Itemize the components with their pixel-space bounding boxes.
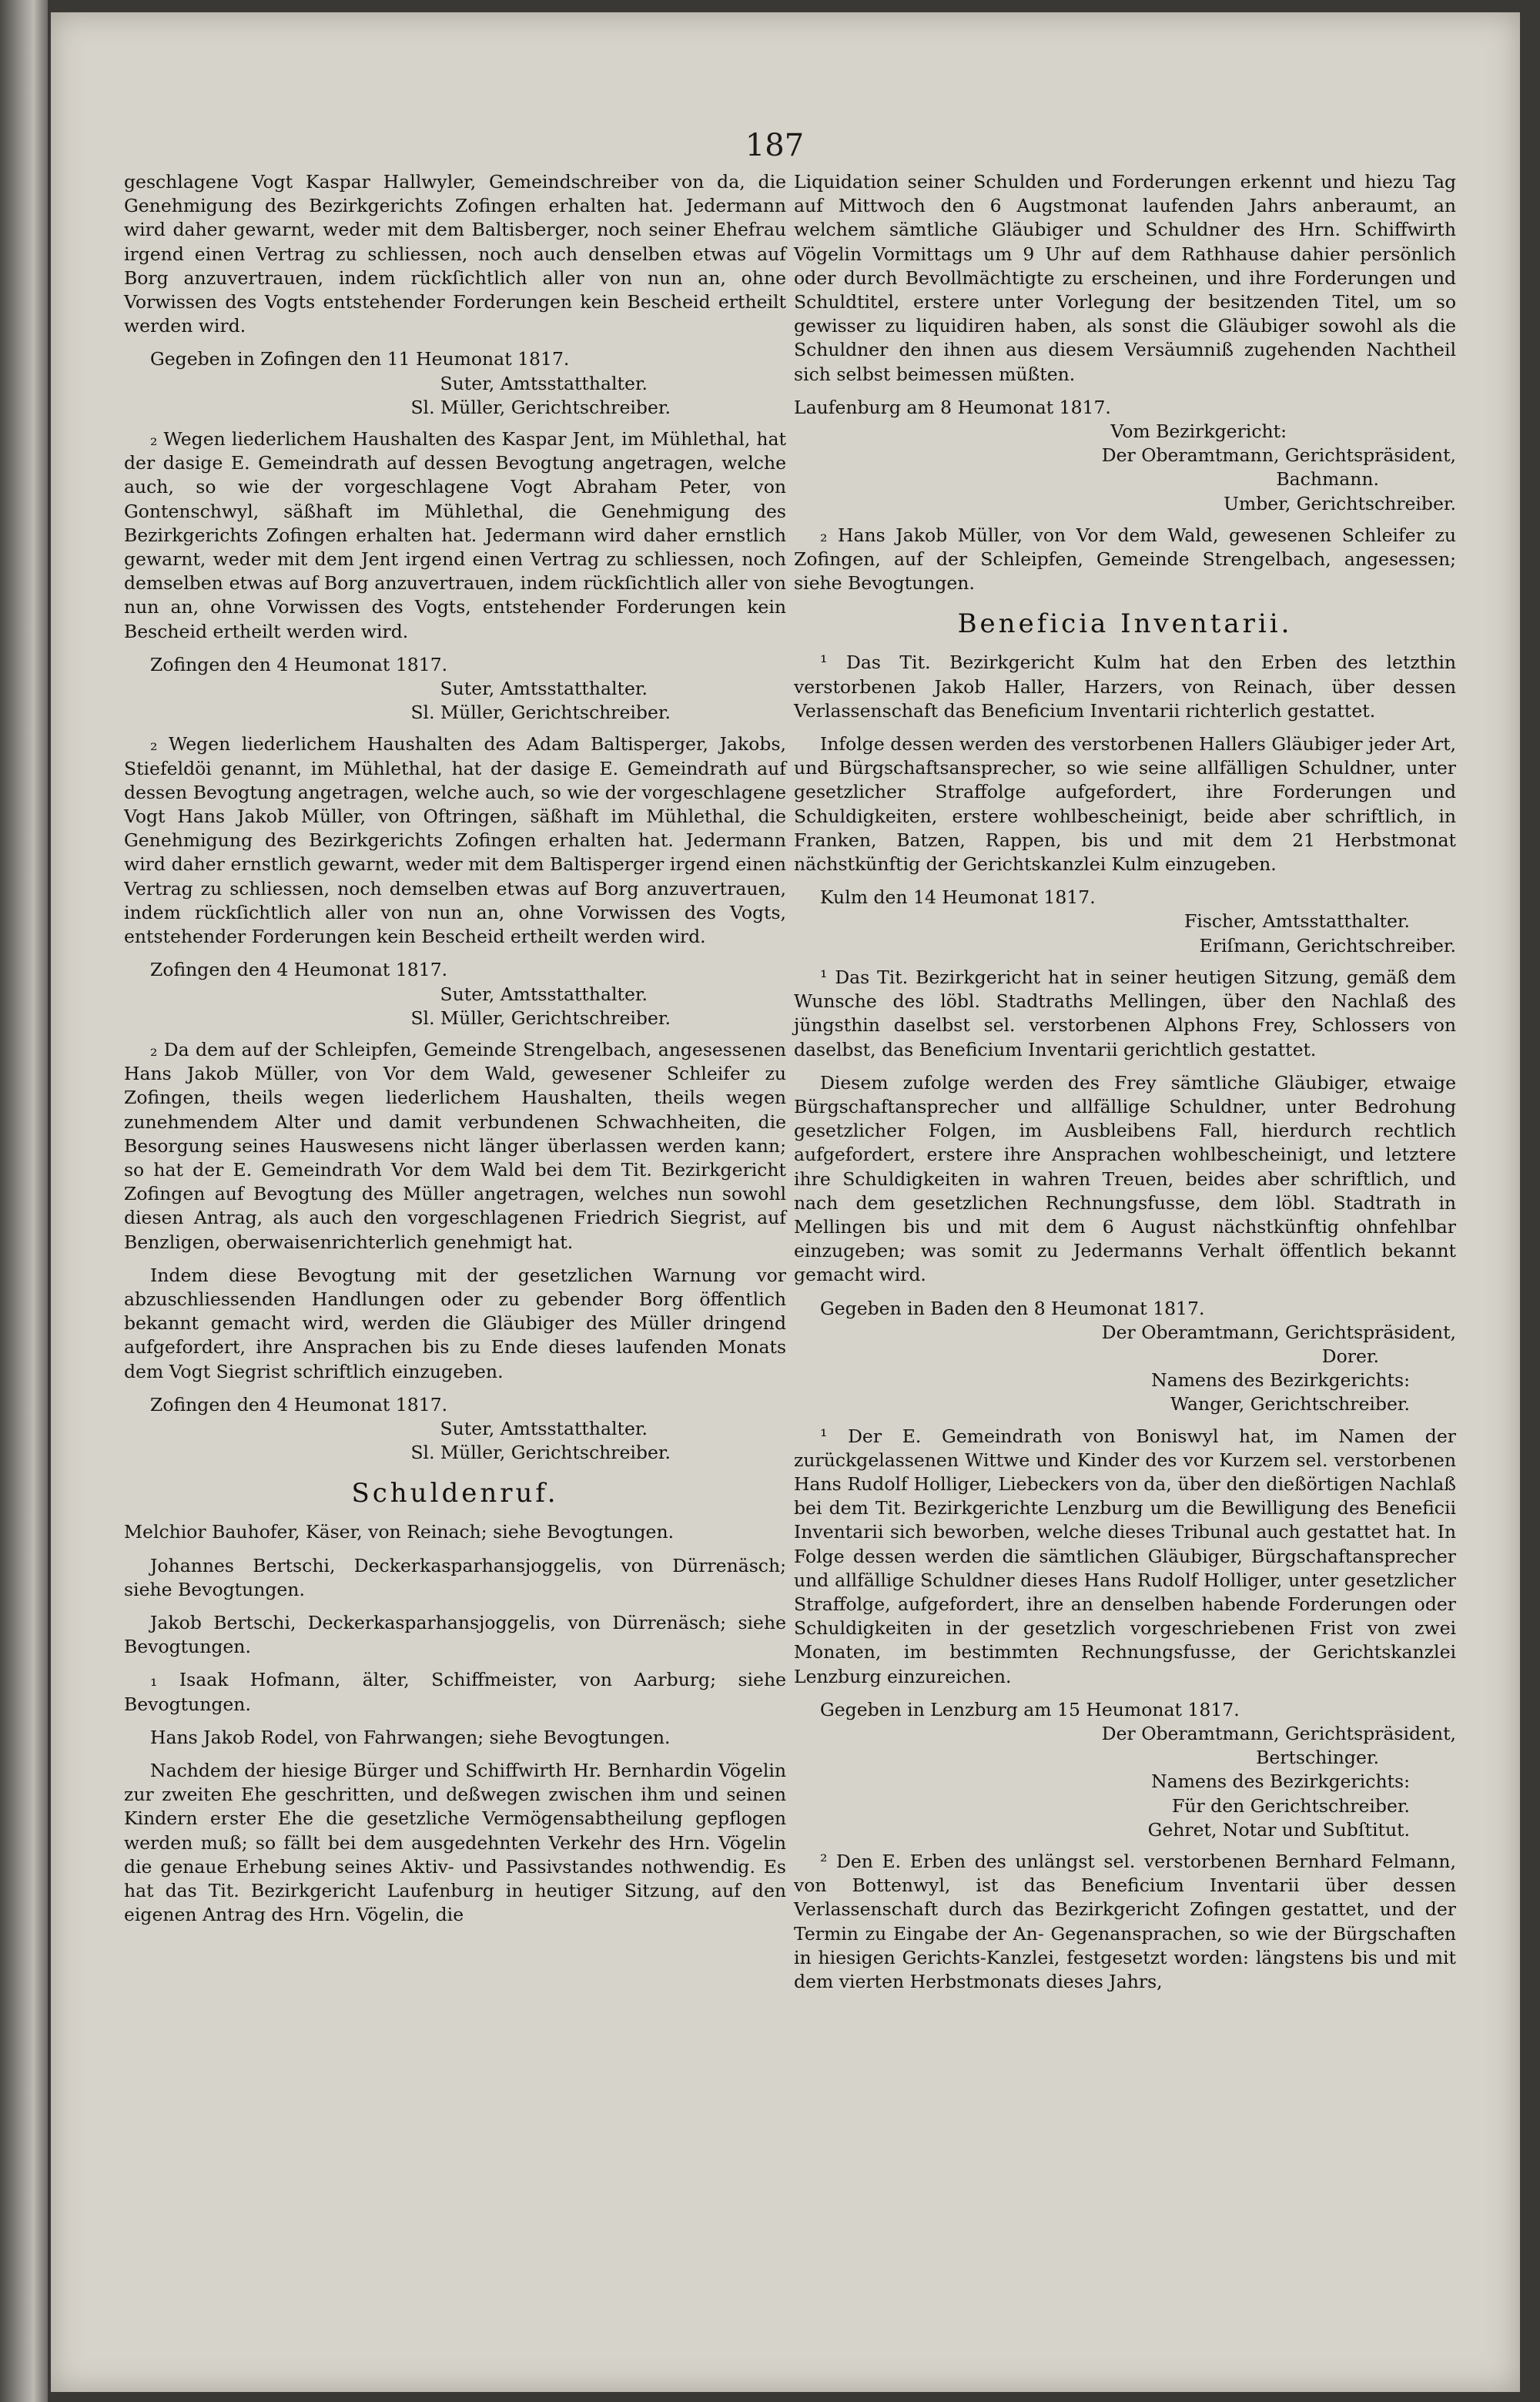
notice-paragraph: Indem diese Bevogtung mit der gesetzlichen Warnung vor abzuschliessenden Handlungen oder zu gebender Borg öffentlich bekannt gemacht wird, werden die Gläubiger des Müller dringend aufgefordert, ihre Ansprachen bis zu Ende dieses laufenden Monats dem Vogt Siegrist schriftlich einzugeben.: [124, 1264, 786, 1382]
facing-page-edge: [0, 0, 48, 2402]
notice-date: Zofingen den 4 Heumonat 1817.: [150, 653, 448, 675]
signature-line: Suter, Amtsstatthalter.: [440, 372, 648, 394]
notice-paragraph: ¹ Der E. Gemeindrath von Boniswyl hat, im Namen der zurückgelassenen Wittwe und Kinder des vor Kurzem sel. verstorbenen Hans Rudolf Holliger, Liebeckers von da, über den dießörtigen Nachlaß bei dem Tit. Bezirkgerichte Lenzburg um die Bewilligung des Beneficii Inventarii sich beworben, welche dieses Tribunal auch gestattet hat. In Folge dessen werden die sämtlichen Gläubiger, Bürgschaftansprecher und allfällige Schuldner dieses Hans Rudolf Holliger, unter gesetzlicher Straffolge, aufgefordert, ihre an denselben habende Forderungen oder Schuldigkeiten in der gesetzlich vorgeschriebenen Frist von zwei Monaten, im bestimmten Rechnungsfusse, der Gerichtskanzlei Lenzburg einzureichen.: [794, 1425, 1456, 1687]
signature-line: Fischer, Amtsstatthalter.: [1184, 910, 1410, 933]
signature-line: Namens des Bezirkgerichts:: [1151, 1369, 1410, 1392]
signature-line: Wanger, Gerichtschreiber.: [1170, 1393, 1410, 1415]
signature-line: Sl. Müller, Gerichtschreiber.: [410, 702, 671, 724]
spacer: [124, 725, 786, 732]
notice-paragraph: geschlagene Vogt Kaspar Hallwyler, Gemeindschreiber von da, die Genehmigung des Bezirkgerichts Zofingen erhalten hat. Jedermann wird daher gewarnt, weder mit dem Baltisberger, noch seiner Ehefrau irgend einen Vertrag zu schliessen, noch auch denselben etwas auf Borg anzuvertrauen, indem rückſichtlich aller von nun an, ohne Vorwissen des Vogts entstehender Forderungen kein Bescheid ertheilt werden wird.: [124, 171, 786, 337]
notice-paragraph: Melchior Bauhofer, Käser, von Reinach; siehe Bevogtungen.: [124, 1521, 675, 1543]
signature-line: Für den Gerichtschreiber.: [1172, 1794, 1410, 1817]
signature-line: Bertschinger.: [1256, 1747, 1379, 1769]
notice-date: Laufenburg am 8 Heumonat 1817.: [794, 396, 1111, 418]
signature-line: Der Oberamtmann, Gerichtspräsident,: [1101, 1722, 1456, 1744]
notice-paragraph: ² Den E. Erben des unlängst sel. verstorbenen Bernhard Felmann, von Bottenwyl, ist das Beneficium Inventarii über dessen Verlassenschaft durch das Bezirkgericht Zofingen gestattet, und der Termin zu Eingabe der An- Gegenansprachen, so wie der Bürgschaften in hiesigen Gerichts-Kanzlei, festgesetzt worden: längstens bis und mit dem vierten Herbstmonats dieses Jahrs,: [794, 1851, 1456, 1993]
spacer: [794, 958, 1456, 966]
spacer: [794, 1417, 1456, 1425]
left-column: [124, 170, 786, 1936]
page-number: 187: [745, 128, 805, 163]
signature-line: Gehret, Notar und Subſtitut.: [1147, 1818, 1410, 1841]
right-column: [794, 170, 1456, 2003]
notice-paragraph: ₁ Isaak Hofmann, älter, Schiffmeister, von Aarburg; siehe Bevogtungen.: [124, 1669, 786, 1715]
signature-line: Der Oberamtmann, Gerichtspräsident,: [1101, 444, 1456, 467]
signature-line: Suter, Amtsstatthalter.: [440, 678, 648, 700]
signature-line: Namens des Bezirkgerichts:: [1151, 1771, 1410, 1793]
notice-date: Gegeben in Baden den 8 Heumonat 1817.: [820, 1297, 1205, 1319]
signature-line: Eriſmann, Gerichtschreiber.: [1199, 934, 1456, 956]
notice-paragraph: ¹ Das Tit. Bezirkgericht Kulm hat den Erben des letzthin verstorbenen Jakob Haller, Harzers, von Reinach, über dessen Verlassenschaft das Beneficium Inventarii richterlich gestattet.: [794, 652, 1456, 722]
notice-paragraph: Nachdem der hiesige Bürger und Schiffwirth Hr. Bernhardin Vögelin zur zweiten Ehe geschritten, und deßwegen zwischen ihm und seinen Kindern erster Ehe die gesetzliche Vermögensabtheilung gepflogen werden muß; so fällt bei dem ausgedehnten Verkehr des Hrn. Vögelin die genaue Erhebung seines Aktiv- und Passivstandes nothwendig. Es hat das Tit. Bezirkgericht Laufenburg in heutiger Sitzung, auf den eigenen Antrag des Hrn. Vögelin, die: [124, 1759, 786, 1926]
signature-line: Vom Bezirkgericht:: [1110, 420, 1287, 443]
signature-line: Sl. Müller, Gerichtschreiber.: [410, 396, 671, 418]
notice-paragraph: Jakob Bertschi, Deckerkasparhansjoggelis, von Dürrenäsch; siehe Bevogtungen.: [124, 1611, 786, 1658]
signature-line: Bachmann.: [1276, 468, 1379, 491]
notice-date: Zofingen den 4 Heumonat 1817.: [150, 959, 448, 981]
notice-paragraph: ₂ Wegen liederlichem Haushalten des Kaspar Jent, im Mühlethal, hat der dasige E. Gemeindrath auf dessen Bevogtung angetragen, welche auch, so wie der vorgeschlagene Vogt Abraham Peter, von Gontenschwyl, säßhaft im Mühlethal, die Genehmigung des Bezirkgerichts Zofingen erhalten hat. Jedermann wird daher ernstlich gewarnt, weder mit dem Jent irgend einen Vertrag zu schliessen, noch demselben etwas auf Borg anzuvertrauen, indem rückſichtlich aller von nun an, ohne Vorwissen des Vogts, entstehender Forderungen kein Bescheid ertheilt werden wird.: [124, 428, 786, 642]
notice-paragraph: ₂ Hans Jakob Müller, von Vor dem Wald, gewesenen Schleifer zu Zofingen, auf der Schleipfen, Gemeinde Strengelbach, angesessen; siehe Bevogtungen.: [794, 524, 1456, 595]
notice-paragraph: Infolge dessen werden des verstorbenen Hallers Gläubiger jeder Art, und Bürgschaftsansprecher, so wie seine allfälligen Schuldner, unter gesetzlicher Straffolge aufgefordert, ihre Forderungen und Schuldigkeiten, erstere wohlbescheinigt, beide aber schriftlich, in Franken, Batzen, Rappen, bis und mit dem 21 Herbstmonat nächstkünftig der Gerichtskanzlei Kulm einzugeben.: [794, 733, 1456, 876]
notice-date: Kulm den 14 Heumonat 1817.: [820, 886, 1096, 909]
notice-paragraph: Liquidation seiner Schulden und Forderungen erkennt und hiezu Tag auf Mittwoch den 6 Augstmonat laufenden Jahrs anberaumt, an welchem sämtliche Gläubiger und Schuldner des Hrn. Schiffwirth Vögelin Vormittags um 9 Uhr auf dem Rathhause dahier persönlich oder durch Bevollmächtigte zu erscheinen, und ihre Forderungen und Schuldtitel, erstere unter Vorlegung der besitzenden Titel, um so gewisser zu liquidiren haben, als sonst die Gläubiger sowohl als die Schuldner den ihnen aus diesem Versäumniß zugehenden Nachtheil sich selbst beimessen müßten.: [794, 171, 1456, 385]
spacer: [794, 1842, 1456, 1850]
spacer: [124, 420, 786, 427]
signature-line: Der Oberamtmann, Gerichtspräsident,: [1101, 1321, 1456, 1343]
notice-paragraph: ₂ Da dem auf der Schleipfen, Gemeinde Strengelbach, angesessenen Hans Jakob Müller, von Vor dem Wald, gewesener Schleifer zu Zofingen, theils wegen liederlichem Haushalten, theils wegen zunehmendem Alter und damit verbundenen Schwachheiten, die Besorgung seines Hauswesens nicht länger überlassen werden kann; so hat der E. Gemeindrath Vor dem Wald bei dem Tit. Bezirkgericht Zofingen auf Bevogtung des Müller angetragen, welches nun sowohl diesen Antrag, als auch den vorgeschlagenen Friedrich Siegrist, auf Benzligen, oberwaisenrichterlich genehmigt hat.: [124, 1038, 786, 1253]
signature-line: Dorer.: [1321, 1345, 1379, 1367]
signature-line: Suter, Amtsstatthalter.: [440, 983, 648, 1005]
notice-date: Gegeben in Zofingen den 11 Heumonat 1817.: [150, 348, 570, 370]
notice-date: Zofingen den 4 Heumonat 1817.: [150, 1393, 448, 1415]
signature-line: Sl. Müller, Gerichtschreiber.: [410, 1442, 671, 1464]
notice-date: Gegeben in Lenzburg am 15 Heumonat 1817.: [820, 1698, 1240, 1720]
notice-paragraph: ¹ Das Tit. Bezirkgericht hat in seiner heutigen Sitzung, gemäß dem Wunsche des löbl. Stadtraths Mellingen, über den Nachlaß des jüngsthin daselbst sel. verstorbenen Alphons Frey, Schlossers von daselbst, das Beneficium Inventarii gerichtlich gestattet.: [794, 966, 1456, 1060]
notice-paragraph: Hans Jakob Rodel, von Fahrwangen; siehe Bevogtungen.: [150, 1726, 671, 1748]
section-heading: Schuldenruf.: [351, 1478, 559, 1509]
notice-paragraph: Johannes Bertschi, Deckerkasparhansjoggelis, von Dürrenäsch; siehe Bevogtungen.: [124, 1554, 786, 1600]
signature-line: Suter, Amtsstatthalter.: [440, 1417, 648, 1439]
notice-paragraph: ₂ Wegen liederlichem Haushalten des Adam Baltisperger, Jakobs, Stiefeldöi genannt, im Mühlethal, hat der dasige E. Gemeindrath auf dessen Bevogtung angetragen, welche auch, so wie der vorgeschlagene Vogt Hans Jakob Müller, von Oftringen, säßhaft im Mühlethal, die Genehmigung des Bezirkgerichts Zofingen erhalten hat. Jedermann wird daher ernstlich gewarnt, weder mit dem Baltisperger irgend einen Vertrag zu schliessen, noch demselben etwas auf Borg anzuvertrauen, indem rückſichtlich aller von nun an, ohne Vorwissen des Vogts, entstehender Forderungen kein Bescheid ertheilt werden wird.: [124, 733, 786, 948]
document-page: [51, 12, 1520, 2392]
spacer: [794, 516, 1456, 524]
signature-line: Sl. Müller, Gerichtschreiber.: [410, 1007, 671, 1029]
notice-paragraph: Diesem zufolge werden des Frey sämtliche Gläubiger, etwaige Bürgschaftansprecher und allfällige Schuldner, unter Bedrohung gesetzlicher Folgen, im Ausbleibens Fall, hierdurch rechtlich aufgefordert, erstere ihre Ansprachen wohlbescheinigt, und letztere ihre Schuldigkeiten in wahren Treuen, beides aber schriftlich, und nach dem gesetzlichen Rechnungsfusse, dem löbl. Stadtrath in Mellingen bis und mit dem 6 August nächstkünftig ohnfehlbar einzugeben; was somit zu Jedermanns Verhalt öffentlich bekannt gemacht wird.: [794, 1071, 1456, 1286]
spacer: [124, 1030, 786, 1038]
section-heading: Beneficia Inventarii.: [957, 608, 1293, 640]
signature-line: Umber, Gerichtschreiber.: [1224, 492, 1456, 514]
